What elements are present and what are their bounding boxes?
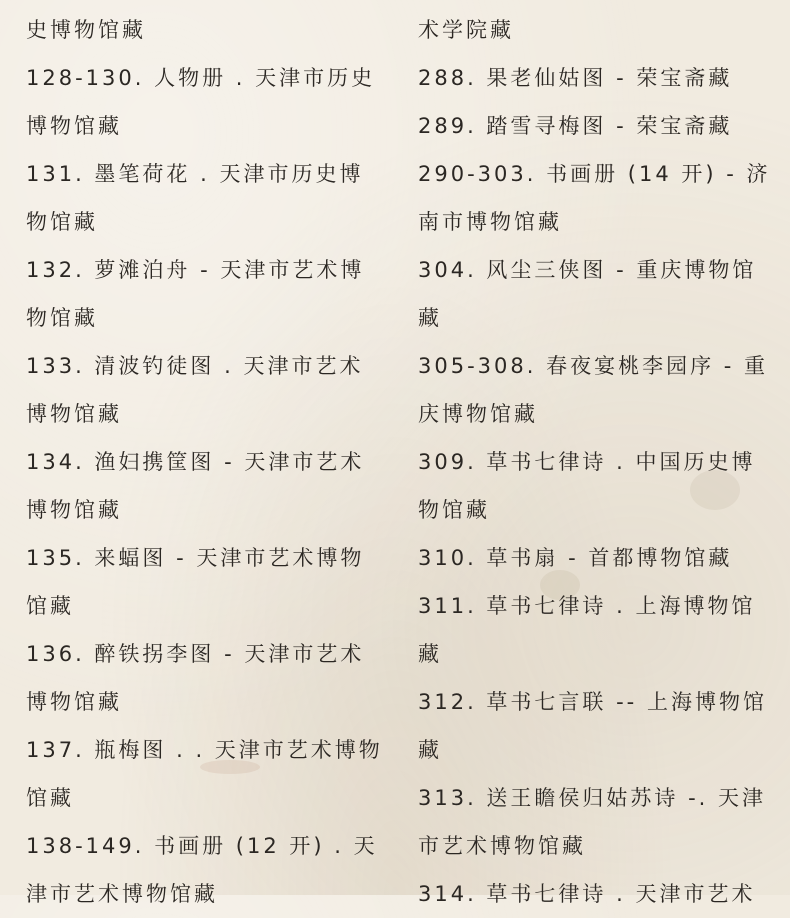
catalog-entry-line: 博物馆藏 [26, 402, 122, 426]
catalog-entry-line: 藏 [418, 738, 442, 762]
catalog-entry-line: 313. 送王瞻侯归姑苏诗 -. 天津 [418, 786, 767, 810]
catalog-entry-line: 310. 草书扇 - 首都博物馆藏 [418, 546, 733, 570]
catalog-entry-line: 131. 墨笔荷花 . 天津市历史博 [26, 162, 364, 186]
catalog-entry-line: 133. 清波钓徒图 . 天津市艺术 [26, 354, 364, 378]
catalog-entry-line: 物馆藏 [26, 306, 98, 330]
left-column-list [26, 6, 388, 918]
catalog-entry-line: 138-149. 书画册 (12 开) . 天 [26, 834, 378, 858]
catalog-entry-line: 博物馆藏 [26, 690, 122, 714]
catalog-entry-line: 庆博物馆藏 [418, 402, 538, 426]
catalog-entry-line: 128-130. 人物册 . 天津市历史 [26, 66, 376, 90]
catalog-entry-line: 290-303. 书画册 (14 开) - 济 [418, 162, 771, 186]
catalog-entry-line: 史博物馆藏 [26, 18, 146, 42]
catalog-entry-line: 309. 草书七律诗 . 中国历史博 [418, 450, 756, 474]
catalog-entry-line: 市艺术博物馆藏 [418, 834, 586, 858]
catalog-entry-line: 132. 萝滩泊舟 - 天津市艺术博 [26, 258, 365, 282]
catalog-entry-line: 305-308. 春夜宴桃李园序 - 重 [418, 354, 769, 378]
catalog-entry-line: 馆藏 [26, 786, 74, 810]
catalog-entry-line: 南市博物馆藏 [418, 210, 562, 234]
catalog-entry-line: 藏 [418, 642, 442, 666]
catalog-entry-line: 术学院藏 [418, 18, 514, 42]
catalog-entry-line: 物馆藏 [418, 498, 490, 522]
catalog-entry-line: 134. 渔妇携筐图 - 天津市艺术 [26, 450, 365, 474]
catalog-entry-line: 314. 草书七律诗 . 天津市艺术 [418, 882, 756, 906]
catalog-entry-line: 博物馆藏 [26, 114, 122, 138]
catalog-entry-line: 289. 踏雪寻梅图 - 荣宝斋藏 [418, 114, 733, 138]
catalog-entry-line: 物馆藏 [26, 210, 98, 234]
catalog-entry-line: 312. 草书七言联 -- 上海博物馆 [418, 690, 767, 714]
catalog-entry-line: 288. 果老仙姑图 - 荣宝斋藏 [418, 66, 733, 90]
catalog-entry-line: 津市艺术博物馆藏 [26, 882, 218, 906]
catalog-entry-line: 136. 醉铁拐李图 - 天津市艺术 [26, 642, 365, 666]
catalog-entry-line: 藏 [418, 306, 442, 330]
catalog-entry-line: 311. 草书七律诗 . 上海博物馆 [418, 594, 756, 618]
right-column-list [418, 6, 780, 918]
catalog-entry-line: 馆藏 [26, 594, 74, 618]
catalog-entry-line: 137. 瓶梅图 . . 天津市艺术博物 [26, 738, 383, 762]
catalog-entry-line: 135. 来蝠图 - 天津市艺术博物 [26, 546, 365, 570]
catalog-entry-line: 博物馆藏 [26, 498, 122, 522]
catalog-entry-line: 304. 风尘三侠图 - 重庆博物馆 [418, 258, 757, 282]
